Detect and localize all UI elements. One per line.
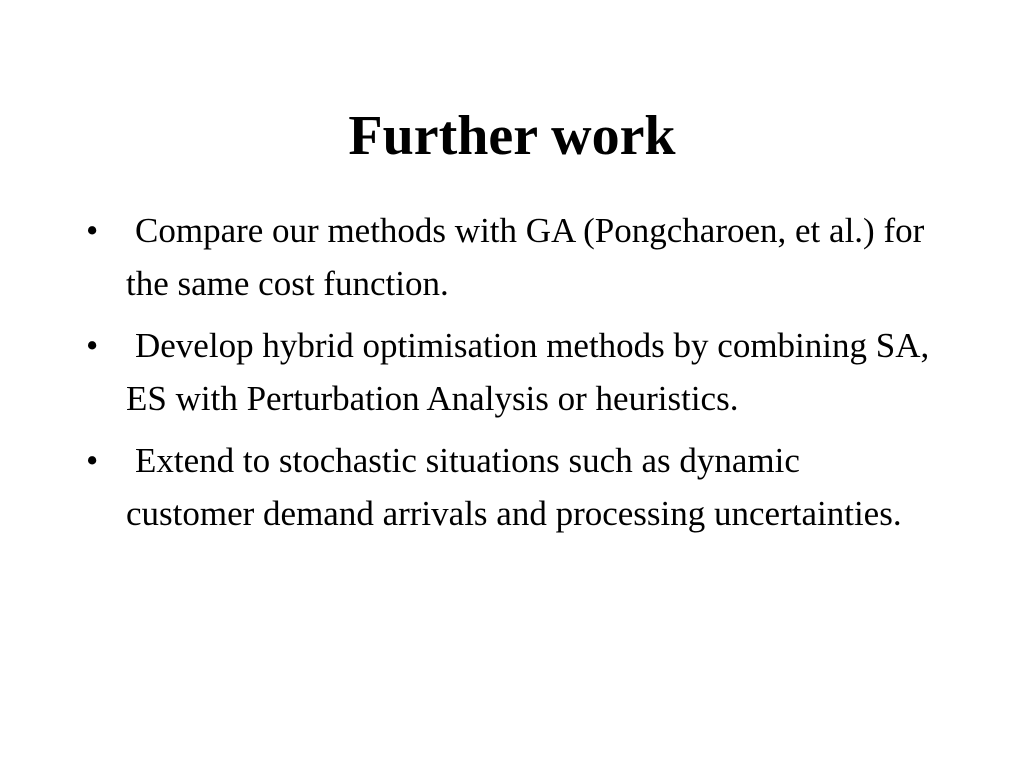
bullet-list	[86, 204, 936, 549]
bullet-item	[86, 204, 936, 310]
bullet-text: Compare our methods with GA (Pongcharoen, et al.) for the same cost function.	[126, 211, 925, 303]
bullet-icon: •	[86, 211, 99, 250]
bullet-text: Extend to stochastic situations such as dynamic customer demand arrivals and processing uncertainties.	[126, 441, 902, 533]
slide-title: Further work	[348, 105, 676, 167]
bullet-item	[86, 434, 936, 540]
bullet-icon: •	[86, 326, 99, 365]
bullet-icon: •	[86, 441, 99, 480]
bullet-item	[86, 319, 936, 425]
bullet-text: Develop hybrid optimisation methods by combining SA, ES with Perturbation Analysis or heuristics.	[126, 326, 930, 418]
